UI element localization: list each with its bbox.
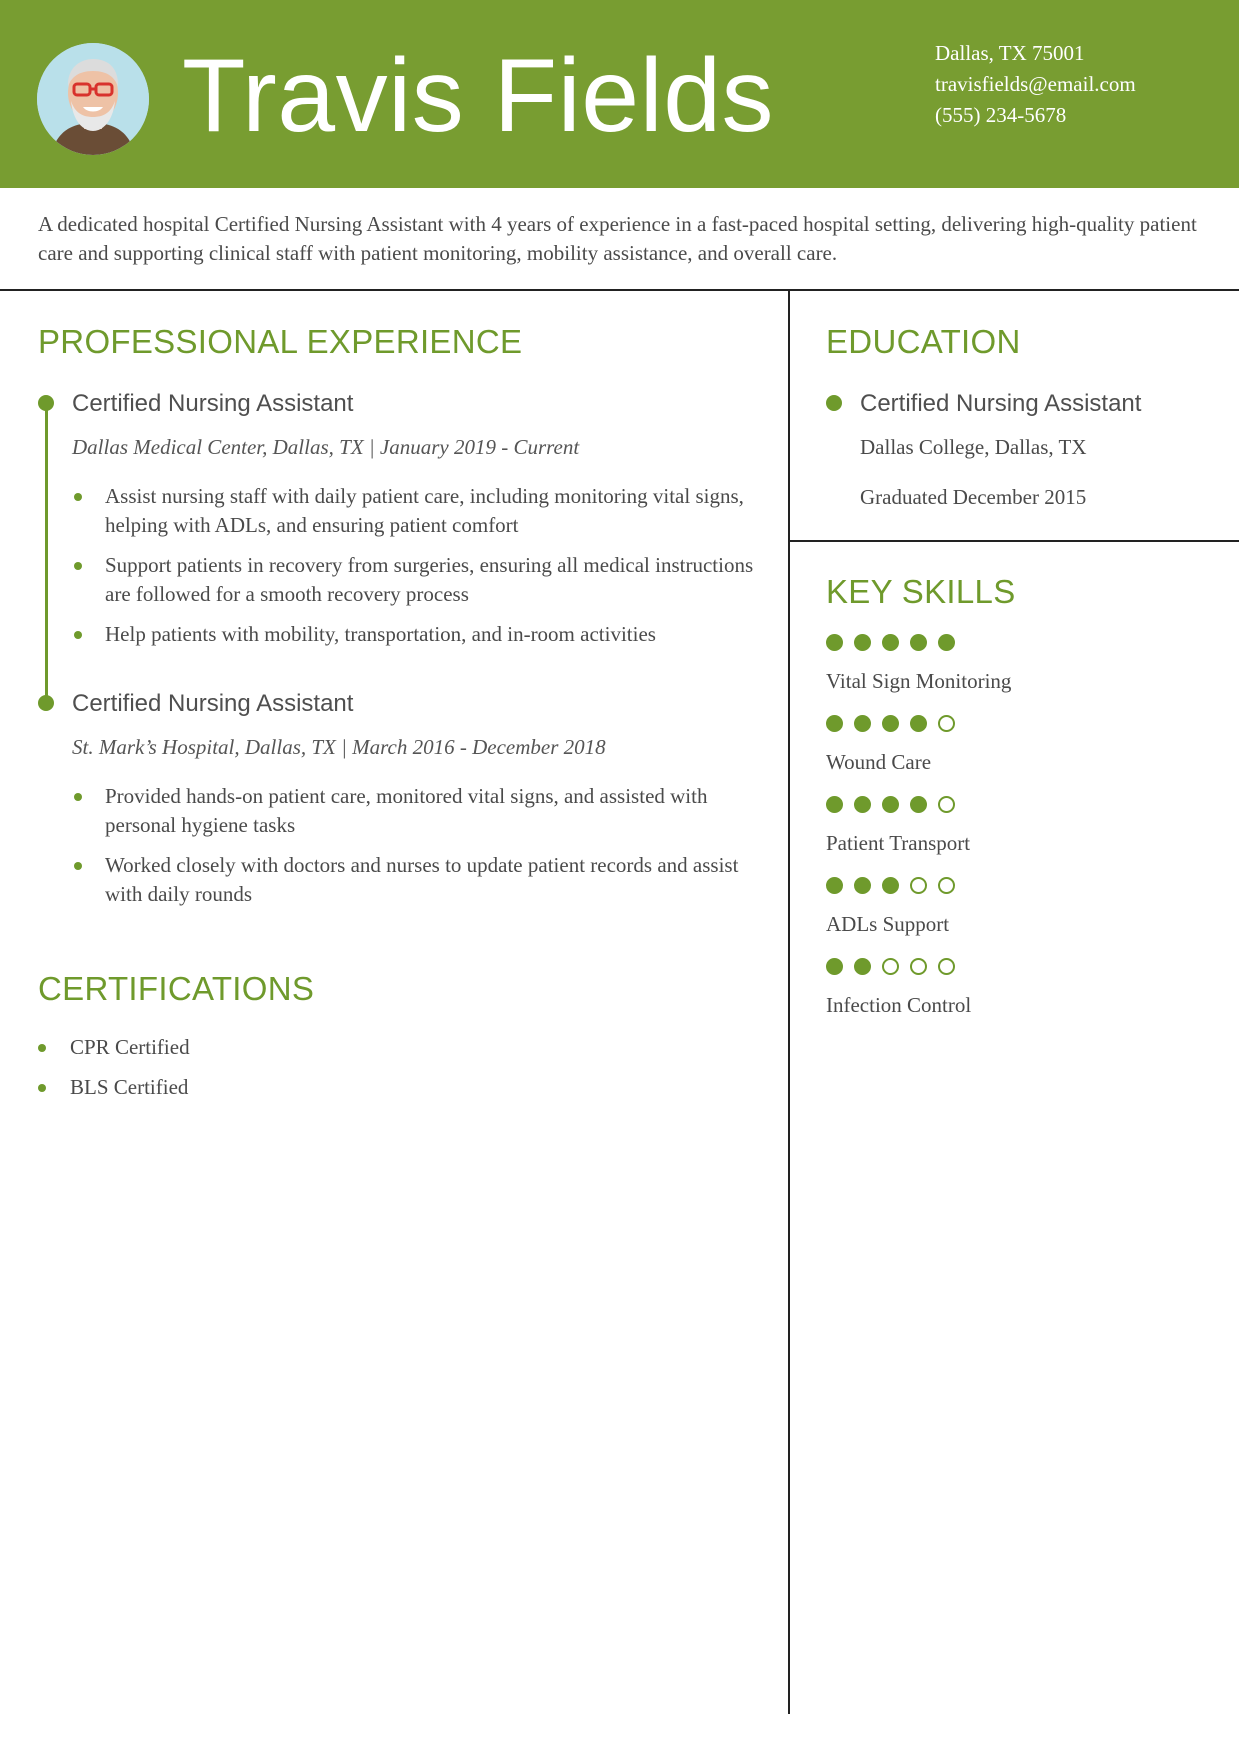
profile-photo-icon [37, 43, 149, 155]
job-bullets [105, 482, 765, 649]
skill-rating [826, 877, 955, 895]
experience-heading: PROFESSIONAL EXPERIENCE [38, 323, 523, 360]
rating-dot-filled-icon [882, 634, 899, 651]
rating-dot-filled-icon [826, 715, 843, 732]
rating-dot-filled-icon [882, 796, 899, 813]
rating-dot-filled-icon [910, 715, 927, 732]
rating-dot-filled-icon [910, 796, 927, 813]
skill-rating [826, 796, 955, 814]
timeline-dot [38, 695, 54, 711]
job-meta: Dallas Medical Center, Dallas, TX | January 2019 - Current [72, 435, 580, 459]
bullet-icon [38, 1084, 46, 1092]
skill-rating [826, 958, 955, 976]
education-degree: Certified Nursing Assistant [860, 390, 1142, 417]
contact-email[interactable]: travisfields@email.com [935, 72, 1136, 96]
contact-block [935, 38, 1136, 131]
list-item: Assist nursing staff with daily patient care, including monitoring vital signs, helping with ADLs, and ensuring patient comfort [105, 482, 765, 540]
job-title: Certified Nursing Assistant [72, 690, 354, 717]
rating-dot-filled-icon [938, 634, 955, 651]
skills-heading: KEY SKILLS [826, 573, 1016, 610]
education-heading: EDUCATION [826, 323, 1021, 360]
skill-name: Infection Control [826, 993, 972, 1017]
column-divider [788, 289, 790, 1714]
bullet-icon [38, 1044, 46, 1052]
skill-name: ADLs Support [826, 912, 950, 936]
rating-dot-filled-icon [882, 715, 899, 732]
rating-dot-filled-icon [910, 634, 927, 651]
list-item: CPR Certified [70, 1033, 470, 1062]
certifications-list [70, 1033, 470, 1102]
timeline-dot [826, 395, 842, 411]
contact-phone[interactable]: (555) 234-5678 [935, 103, 1067, 127]
rating-dot-filled-icon [854, 796, 871, 813]
rating-dot-filled-icon [826, 877, 843, 894]
list-item: Worked closely with doctors and nurses to update patient records and assist with daily rounds [105, 851, 765, 909]
list-item: Support patients in recovery from surgeries, ensuring all medical instructions are followed for a smooth recovery process [105, 551, 765, 609]
rating-dot-filled-icon [826, 634, 843, 651]
job-bullets [105, 782, 765, 909]
rating-dot-filled-icon [882, 877, 899, 894]
rating-dot-filled-icon [826, 796, 843, 813]
list-item: Help patients with mobility, transportation, and in-room activities [105, 620, 765, 649]
timeline-line [45, 403, 48, 703]
candidate-name: Travis Fields [182, 38, 775, 154]
job-title: Certified Nursing Assistant [72, 390, 354, 417]
bullet-icon [74, 493, 82, 501]
professional-summary: A dedicated hospital Certified Nursing Assistant with 4 years of experience in a fast-paced hospital setting, delivering high-quality patient care and supporting clinical staff with patient monitoring, mobility assistance, and overall care. [38, 212, 1197, 265]
skill-name: Patient Transport [826, 831, 971, 855]
rating-dot-filled-icon [826, 958, 843, 975]
rating-dot-filled-icon [854, 715, 871, 732]
rating-dot-empty-icon [938, 715, 955, 732]
list-item: Provided hands-on patient care, monitored vital signs, and assisted with personal hygiene tasks [105, 782, 765, 840]
timeline-dot [38, 395, 54, 411]
skill-name: Vital Sign Monitoring [826, 669, 1012, 693]
rating-dot-empty-icon [882, 958, 899, 975]
bullet-icon [74, 562, 82, 570]
rating-dot-filled-icon [854, 634, 871, 651]
skill-rating [826, 715, 955, 733]
contact-location: Dallas, TX 75001 [935, 41, 1085, 65]
education-graduated: Graduated December 2015 [860, 485, 1087, 509]
avatar [37, 43, 149, 155]
section-divider [0, 289, 1239, 291]
rating-dot-empty-icon [910, 877, 927, 894]
bullet-icon [74, 793, 82, 801]
sidebar-divider [789, 540, 1239, 542]
rating-dot-empty-icon [938, 958, 955, 975]
job-meta: St. Mark’s Hospital, Dallas, TX | March 2016 - December 2018 [72, 735, 606, 759]
skill-rating [826, 634, 955, 652]
education-school: Dallas College, Dallas, TX [860, 435, 1087, 459]
bullet-icon [74, 631, 82, 639]
rating-dot-empty-icon [938, 796, 955, 813]
rating-dot-filled-icon [854, 958, 871, 975]
skill-name: Wound Care [826, 750, 932, 774]
header-banner [0, 0, 1239, 188]
rating-dot-empty-icon [910, 958, 927, 975]
bullet-icon [74, 862, 82, 870]
certifications-heading: CERTIFICATIONS [38, 970, 315, 1007]
list-item: BLS Certified [70, 1073, 470, 1102]
rating-dot-empty-icon [938, 877, 955, 894]
rating-dot-filled-icon [854, 877, 871, 894]
